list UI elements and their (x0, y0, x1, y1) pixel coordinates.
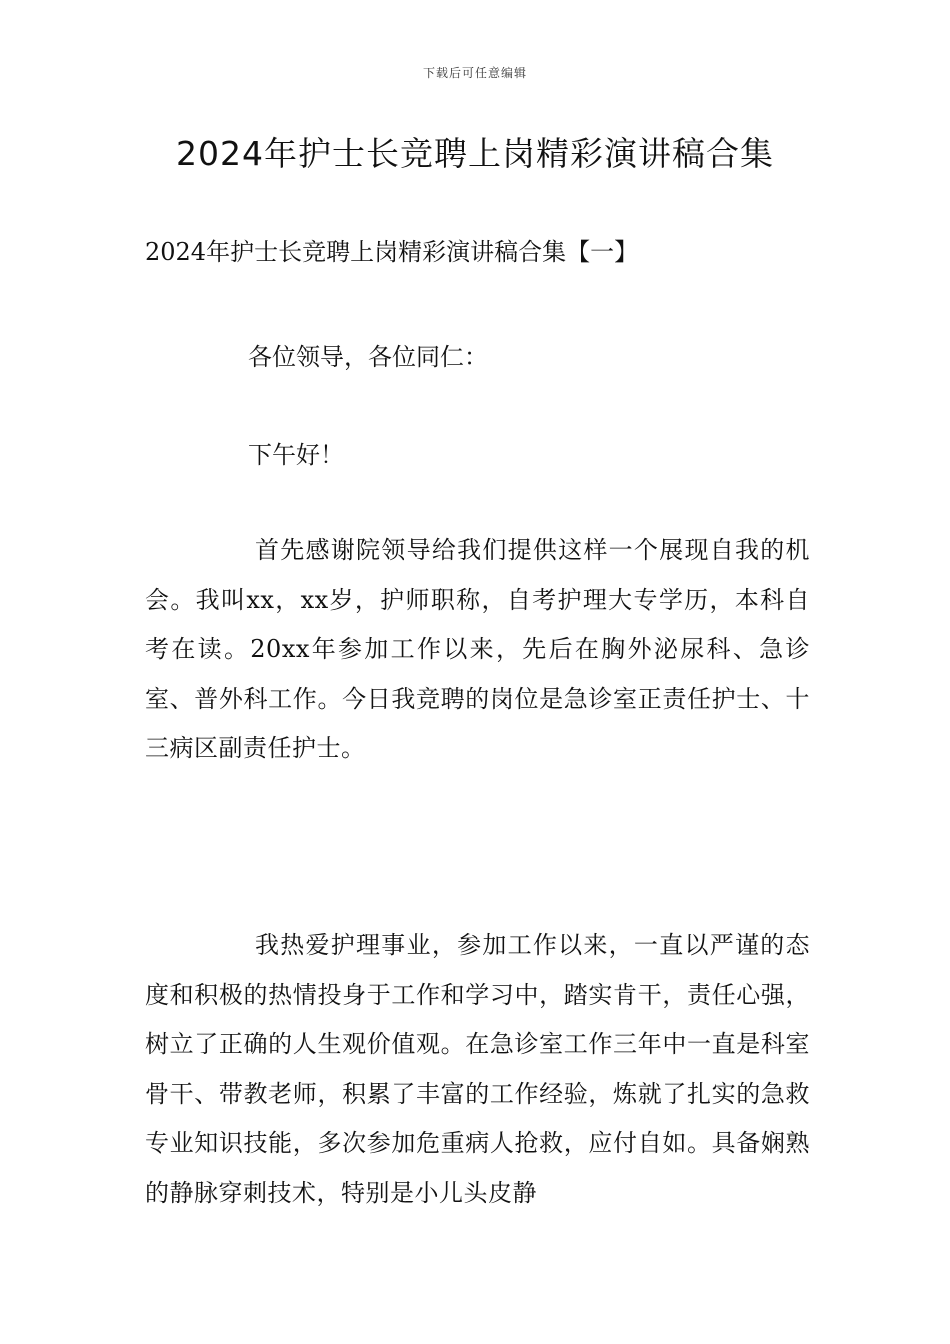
paragraph-intro: 首先感谢院领导给我们提供这样一个展现自我的机会。我叫xx，xx岁，护师职称，自考护理大专学历，本科自考在读。20xx年参加工作以来，先后在胸外泌尿科、急诊室、普外科工作。今日我竞聘的岗位是急诊室正责任护士、十三病区副责任护士。 (145, 536, 810, 762)
section-title: 2024年护士长竞聘上岗精彩演讲稿合集【一】 (145, 238, 639, 266)
greeting: 下午好！ (248, 441, 344, 469)
document-title: 2024年护士长竞聘上岗精彩演讲稿合集 (176, 134, 774, 173)
salutation: 各位领导，各位同仁： (248, 343, 488, 371)
paragraph-experience: 我热爱护理事业，参加工作以来，一直以严谨的态度和积极的热情投身于工作和学习中，踏实肯干，责任心强，树立了正确的人生观价值观。在急诊室工作三年中一直是科室骨干、带教老师，积累了丰富的工作经验，炼就了扎实的急救专业知识技能，多次参加危重病人抢救，应付自如。具备娴熟的静脉穿刺技术，特别是小儿头皮静 (145, 931, 810, 1207)
header-note: 下载后可任意编辑 (422, 66, 527, 80)
